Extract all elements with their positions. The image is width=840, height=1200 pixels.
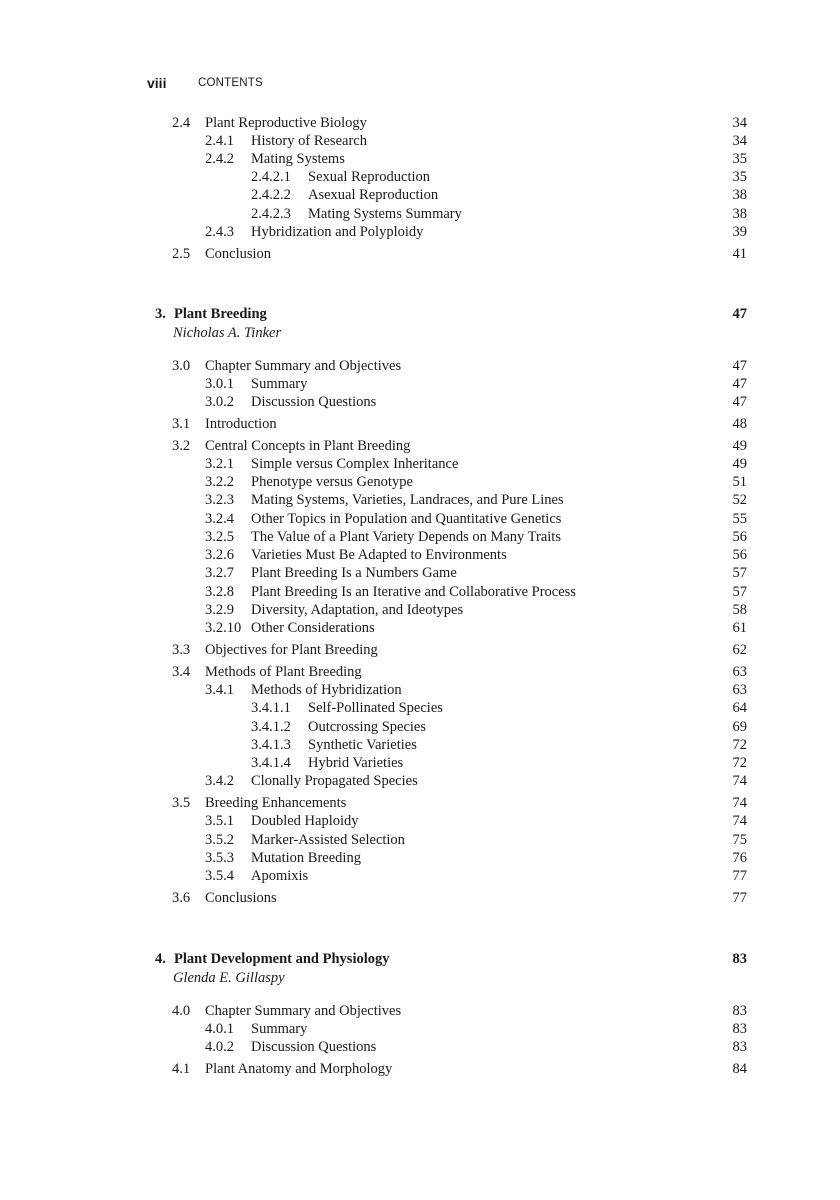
section-number: 2.4.2.1	[251, 169, 291, 185]
toc-entry[interactable]	[0, 1060, 840, 1078]
toc-entry[interactable]	[0, 849, 840, 867]
chapter-author: Glenda E. Gillaspy	[173, 970, 285, 986]
section-title: The Value of a Plant Variety Depends on Many Traits	[251, 529, 561, 545]
toc-entry[interactable]	[0, 601, 840, 619]
section-title: Doubled Haploidy	[251, 813, 359, 829]
section-number: 3.0	[172, 358, 191, 374]
section-title: History of Research	[251, 133, 367, 149]
toc-entry[interactable]	[0, 132, 840, 150]
page-ref: 74	[732, 813, 747, 829]
toc-entry[interactable]	[0, 150, 840, 168]
page-ref: 72	[732, 755, 747, 771]
section-title: Objectives for Plant Breeding	[205, 642, 378, 658]
page-ref: 57	[732, 565, 747, 581]
toc-entry[interactable]	[0, 1038, 840, 1056]
section-title: Simple versus Complex Inheritance	[251, 456, 459, 472]
section-number: 3.5.2	[205, 832, 234, 848]
page-ref: 58	[732, 602, 747, 618]
page-ref: 38	[732, 187, 747, 203]
page-ref: 83	[732, 1021, 747, 1037]
toc-entry[interactable]	[0, 718, 840, 736]
toc-entry[interactable]	[0, 867, 840, 885]
page-ref: 83	[732, 1039, 747, 1055]
toc-entry[interactable]	[0, 205, 840, 223]
toc-entry[interactable]	[0, 772, 840, 790]
section-title: Breeding Enhancements	[205, 795, 347, 811]
toc-entry[interactable]	[0, 564, 840, 582]
toc-entry[interactable]	[0, 754, 840, 772]
toc-entry[interactable]	[0, 168, 840, 186]
toc-entry[interactable]	[0, 437, 840, 455]
page-ref: 84	[732, 1061, 747, 1077]
toc-entry[interactable]	[0, 794, 840, 812]
page-ref: 74	[732, 795, 747, 811]
section-number: 2.4	[172, 115, 191, 131]
page-ref: 35	[732, 169, 747, 185]
page-ref: 56	[732, 547, 747, 563]
section-number: 3.5.3	[205, 850, 234, 866]
page-ref: 61	[732, 620, 747, 636]
section-number: 2.4.2.3	[251, 206, 291, 222]
section-title: Mating Systems, Varieties, Landraces, and Pure Lines	[251, 492, 564, 508]
running-head-title: CONTENTS	[198, 77, 263, 89]
page-ref: 41	[732, 246, 747, 262]
section-title: Plant Breeding Is an Iterative and Collaborative Process	[251, 584, 576, 600]
section-number: 4.0.2	[205, 1039, 234, 1055]
toc-entry[interactable]	[0, 619, 840, 637]
section-title: Central Concepts in Plant Breeding	[205, 438, 411, 454]
section-number: 3.4.2	[205, 773, 234, 789]
page-ref: 47	[732, 358, 747, 374]
section-title: Plant Breeding Is a Numbers Game	[251, 565, 457, 581]
toc-entry[interactable]	[0, 415, 840, 433]
section-title: Conclusions	[205, 890, 277, 906]
toc-entry[interactable]	[0, 641, 840, 659]
section-number: 2.4.1	[205, 133, 234, 149]
section-number: 4.1	[172, 1061, 191, 1077]
section-title: Self-Pollinated Species	[308, 700, 443, 716]
toc-entry[interactable]	[0, 889, 840, 907]
page-ref: 55	[732, 511, 747, 527]
section-number: 3.2	[172, 438, 191, 454]
section-number: 3.2.4	[205, 511, 234, 527]
section-number: 3.5	[172, 795, 191, 811]
toc-entry[interactable]	[0, 473, 840, 491]
section-title: Hybrid Varieties	[308, 755, 404, 771]
page-ref: 83	[732, 951, 747, 967]
section-title: Plant Development and Physiology	[174, 951, 390, 967]
section-number: 3.2.6	[205, 547, 234, 563]
section-number: 3.	[155, 306, 166, 322]
toc-entry[interactable]	[0, 393, 840, 411]
page-ref: 34	[732, 115, 747, 131]
page-ref: 64	[732, 700, 747, 716]
page-ref: 83	[732, 1003, 747, 1019]
section-title: Chapter Summary and Objectives	[205, 1003, 402, 1019]
section-number: 2.5	[172, 246, 191, 262]
section-title: Phenotype versus Genotype	[251, 474, 413, 490]
section-title: Plant Reproductive Biology	[205, 115, 367, 131]
section-number: 4.0	[172, 1003, 191, 1019]
section-number: 3.2.2	[205, 474, 234, 490]
toc-entry[interactable]	[0, 663, 840, 681]
page-ref: 56	[732, 529, 747, 545]
page-ref: 49	[732, 438, 747, 454]
section-number: 3.2.10	[205, 620, 242, 636]
toc-entry[interactable]	[0, 528, 840, 546]
toc-entry[interactable]	[0, 812, 840, 830]
section-number: 3.4.1.1	[251, 700, 291, 716]
section-number: 3.0.2	[205, 394, 234, 410]
section-title: Methods of Hybridization	[251, 682, 402, 698]
page-ref: 76	[732, 850, 747, 866]
section-title: Mutation Breeding	[251, 850, 361, 866]
page-ref: 63	[732, 682, 747, 698]
section-number: 3.4.1.3	[251, 737, 291, 753]
page-number: viii	[147, 75, 167, 91]
toc-entry[interactable]	[0, 455, 840, 473]
page-ref: 34	[732, 133, 747, 149]
page-ref: 62	[732, 642, 747, 658]
page-ref: 49	[732, 456, 747, 472]
section-number: 3.6	[172, 890, 191, 906]
section-number: 2.4.3	[205, 224, 234, 240]
section-number: 4.0.1	[205, 1021, 234, 1037]
section-title: Methods of Plant Breeding	[205, 664, 362, 680]
toc-entry[interactable]	[0, 583, 840, 601]
section-number: 3.4.1.4	[251, 755, 291, 771]
page-ref: 74	[732, 773, 747, 789]
section-title: Summary	[251, 1021, 308, 1037]
section-title: Marker-Assisted Selection	[251, 832, 405, 848]
page-ref: 48	[732, 416, 747, 432]
section-number: 3.2.9	[205, 602, 234, 618]
section-title: Apomixis	[251, 868, 309, 884]
section-title: Plant Anatomy and Morphology	[205, 1061, 393, 1077]
section-number: 3.2.1	[205, 456, 234, 472]
section-title: Discussion Questions	[251, 394, 377, 410]
toc-entry[interactable]	[0, 1020, 840, 1038]
toc-entry[interactable]	[0, 223, 840, 241]
section-title: Sexual Reproduction	[308, 169, 431, 185]
toc-entry[interactable]	[0, 736, 840, 754]
section-number: 3.4.1	[205, 682, 234, 698]
page-ref: 38	[732, 206, 747, 222]
page-ref: 72	[732, 737, 747, 753]
toc-entry[interactable]	[0, 546, 840, 564]
section-number: 3.2.5	[205, 529, 234, 545]
section-number: 3.2.7	[205, 565, 234, 581]
page-ref: 39	[732, 224, 747, 240]
section-number: 4.	[155, 951, 166, 967]
section-title: Other Topics in Population and Quantitative Genetics	[251, 511, 562, 527]
toc-entry[interactable]	[0, 186, 840, 204]
section-title: Mating Systems	[251, 151, 345, 167]
section-title: Other Considerations	[251, 620, 375, 636]
chapter-author: Nicholas A. Tinker	[173, 325, 282, 341]
section-number: 3.5.4	[205, 868, 234, 884]
section-title: Chapter Summary and Objectives	[205, 358, 402, 374]
section-title: Introduction	[205, 416, 277, 432]
page-ref: 77	[732, 890, 747, 906]
section-title: Plant Breeding	[174, 306, 267, 322]
toc-entry[interactable]	[0, 357, 840, 375]
section-title: Discussion Questions	[251, 1039, 377, 1055]
toc-entry[interactable]	[0, 510, 840, 528]
section-number: 2.4.2	[205, 151, 234, 167]
toc-entry[interactable]	[0, 491, 840, 509]
toc-entry[interactable]	[0, 699, 840, 717]
section-title: Summary	[251, 376, 308, 392]
toc-entry[interactable]	[0, 1002, 840, 1020]
page-ref: 51	[732, 474, 747, 490]
section-number: 3.4.1.2	[251, 719, 291, 735]
section-title: Varieties Must Be Adapted to Environments	[251, 547, 507, 563]
page-ref: 75	[732, 832, 747, 848]
toc-entry[interactable]	[0, 375, 840, 393]
page-ref: 63	[732, 664, 747, 680]
section-title: Mating Systems Summary	[308, 206, 462, 222]
toc-entry[interactable]	[0, 114, 840, 132]
page-ref: 47	[732, 394, 747, 410]
section-title: Asexual Reproduction	[308, 187, 439, 203]
toc-chapter-entry[interactable]	[0, 305, 840, 323]
section-title: Diversity, Adaptation, and Ideotypes	[251, 602, 464, 618]
page-ref: 77	[732, 868, 747, 884]
page-ref: 52	[732, 492, 747, 508]
toc-entry[interactable]	[0, 681, 840, 699]
section-number: 3.1	[172, 416, 191, 432]
section-title: Clonally Propagated Species	[251, 773, 418, 789]
page-ref: 47	[732, 306, 747, 322]
section-title: Conclusion	[205, 246, 272, 262]
section-title: Outcrossing Species	[308, 719, 426, 735]
section-number: 3.2.8	[205, 584, 234, 600]
section-number: 3.5.1	[205, 813, 234, 829]
page-ref: 47	[732, 376, 747, 392]
section-number: 2.4.2.2	[251, 187, 291, 203]
section-number: 3.2.3	[205, 492, 234, 508]
section-number: 3.0.1	[205, 376, 234, 392]
toc-chapter-entry[interactable]	[0, 950, 840, 968]
page-ref: 57	[732, 584, 747, 600]
toc-entry[interactable]	[0, 831, 840, 849]
toc-entry[interactable]	[0, 245, 840, 263]
section-title: Hybridization and Polyploidy	[251, 224, 424, 240]
section-number: 3.3	[172, 642, 191, 658]
section-title: Synthetic Varieties	[308, 737, 417, 753]
page-ref: 69	[732, 719, 747, 735]
page-ref: 35	[732, 151, 747, 167]
section-number: 3.4	[172, 664, 191, 680]
